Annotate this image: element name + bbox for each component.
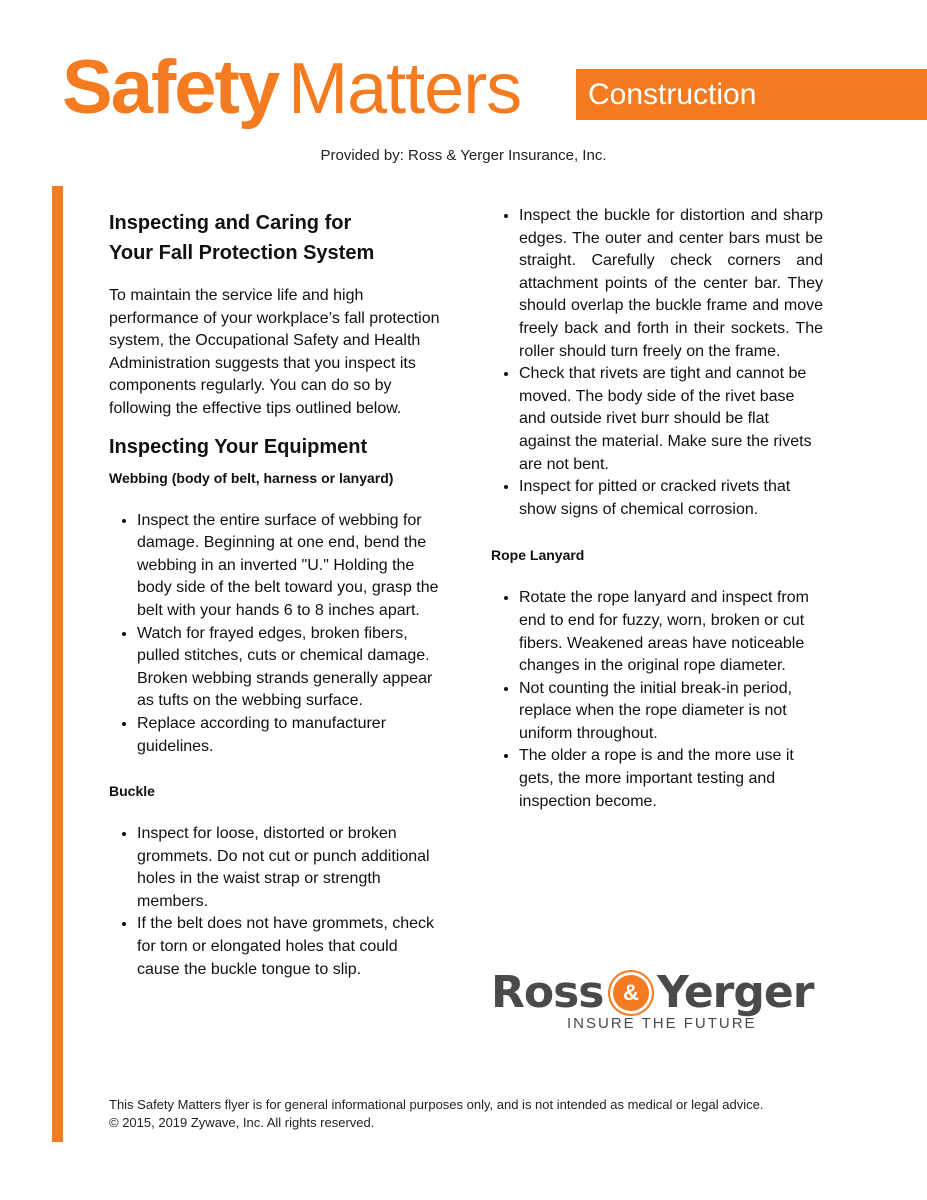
- flyer-title: [62, 45, 522, 130]
- logo-word-yerger: Yerger: [657, 967, 814, 1018]
- title-matters: Matters: [288, 49, 522, 129]
- buckle-heading: Buckle: [109, 783, 155, 800]
- list-item: • Inspect for pitted or cracked rivets that show signs of chemical corrosion.: [519, 476, 823, 521]
- list-item: • Check that rivets are tight and cannot be moved. The body side of the rivet base and outside rivet burr should be flat against the material. Make sure the rivets are not bent.: [519, 363, 823, 476]
- category-banner: Construction: [576, 69, 927, 120]
- list-item: • Not counting the initial break-in period, replace when the rope diameter is not uniform throughout.: [519, 678, 823, 746]
- left-column: [109, 208, 441, 981]
- list-item: • Rotate the rope lanyard and inspect from end to end for fuzzy, worn, broken or cut fibers. Weakened areas have noticeable changes in the original rope diameter.: [519, 587, 823, 677]
- disclaimer-text: This Safety Matters flyer is for general informational purposes only, and is not intended as medical or legal advice.: [109, 1097, 764, 1112]
- provided-by: Provided by: Ross & Yerger Insurance, Inc.: [320, 147, 607, 164]
- ross-yerger-logo: [491, 965, 826, 1035]
- logo-tagline: INSURE THE FUTURE: [567, 1015, 757, 1032]
- list-item: • Watch for frayed edges, broken fibers, pulled stitches, cuts or chemical damage. Broken webbing strands generally appear as tufts on the webbing surface.: [137, 623, 441, 713]
- title-safety: Safety: [62, 45, 279, 130]
- logo-word-ross: Ross: [491, 967, 604, 1018]
- rope-lanyard-heading: Rope Lanyard: [491, 547, 585, 564]
- list-item: • Replace according to manufacturer guidelines.: [137, 713, 441, 758]
- list-item: • If the belt does not have grommets, check for torn or elongated holes that could cause the buckle tongue to slip.: [137, 913, 441, 981]
- copyright-text: © 2015, 2019 Zywave, Inc. All rights reserved.: [109, 1115, 375, 1130]
- logo-ampersand-icon: &: [613, 975, 649, 1011]
- section-heading: Inspecting Your Equipment: [109, 435, 368, 458]
- accent-bar: [52, 186, 63, 1142]
- intro-paragraph: To maintain the service life and high performance of your workplace’s fall protection system, the Occupational Safety and Health Administration suggests that you inspect its components regularly. You can do so by following the effective tips outlined below.: [109, 287, 440, 417]
- webbing-heading: Webbing (body of belt, harness or lanyard): [109, 469, 394, 486]
- buckle-list-continued: [491, 205, 823, 521]
- list-item: • Inspect the buckle for distortion and sharp edges. The outer and center bars must be straight. Carefully check corners and attachment points of the center bar. They should overlap the buckle frame and move freely back and forth in their sockets. The roller should turn freely on the frame.: [519, 205, 823, 363]
- list-item: • Inspect the entire surface of webbing for damage. Beginning at one end, bend the webbing in an inverted "U." Holding the body side of the belt toward you, grasp the belt with your hands 6 to 8 inches apart.: [137, 510, 441, 623]
- footer-disclaimer: [109, 1096, 869, 1132]
- webbing-list: [109, 510, 441, 759]
- right-column: [491, 205, 823, 813]
- article-title: [109, 208, 441, 268]
- article-title-line1: Inspecting and Caring for: [109, 212, 352, 234]
- article-title-line2: Your Fall Protection System: [109, 242, 375, 264]
- rope-lanyard-list: [491, 587, 823, 813]
- buckle-list: [109, 823, 441, 981]
- list-item: • The older a rope is and the more use it gets, the more important testing and inspection become.: [519, 745, 823, 813]
- list-item: • Inspect for loose, distorted or broken grommets. Do not cut or punch additional holes in the waist strap or strength members.: [137, 823, 441, 913]
